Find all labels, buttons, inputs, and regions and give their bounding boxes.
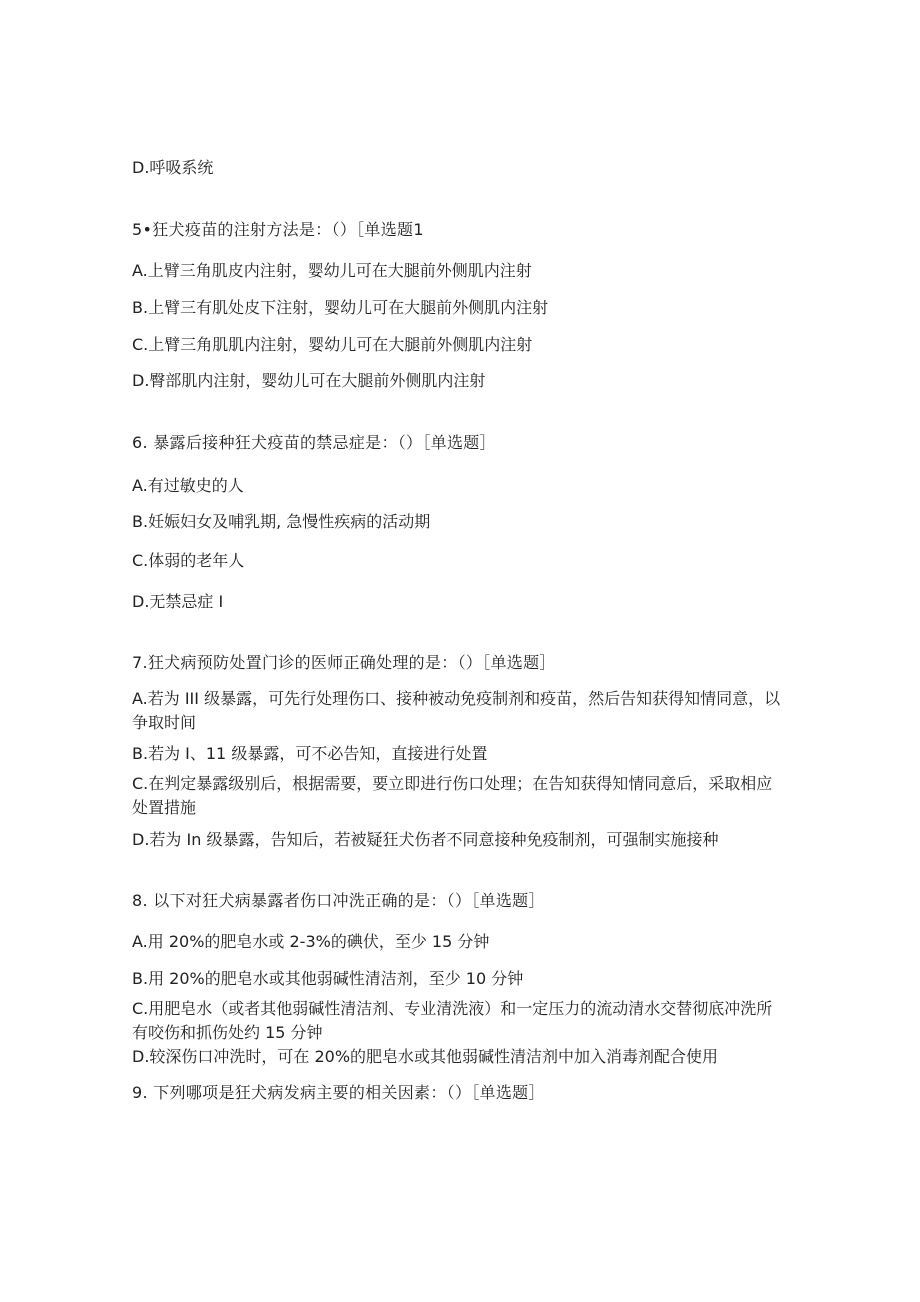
option-8c: C.用肥皂水（或者其他弱碱性清洁剂、专业清洗液）和一定压力的流动清水交替彻底冲洗所有咬伤和抓伤处约 15 分钟 — [132, 999, 773, 1042]
option-5c: C.上臂三角肌肌内注射，婴幼儿可在大腿前外侧肌内注射 — [132, 335, 533, 354]
option-6a: A.有过敏史的人 — [132, 476, 244, 495]
question-8: 8. 以下对狂犬病暴露者伤口冲洗正确的是：（）［单选题］ — [132, 891, 545, 910]
option-6c: C.体弱的老年人 — [132, 551, 245, 570]
question-6: 6. 暴露后接种狂犬疫苗的禁忌症是：（）［单选题］ — [132, 433, 496, 452]
option-6b: B.妊娠妇女及哺乳期, 急慢性疾病的活动期 — [132, 512, 431, 531]
option-7c: C.在判定暴露级别后，根据需要，要立即进行伤口处理；在告知获得知情同意后，采取相应处置措施 — [132, 774, 773, 817]
option-8b: B.用 20%的肥皂水或其他弱碱性清洁剂，至少 10 分钟 — [132, 969, 524, 988]
option-5b: B.上臂三有肌处皮下注射，婴幼儿可在大腿前外侧肌内注射 — [132, 298, 549, 317]
option-7a: A.若为 III 级暴露，可先行处理伤口、接种被动免疫制剂和疫苗，然后告知获得知情同意，以争取时间 — [132, 689, 781, 732]
option-6d: D.无禁忌症 I — [132, 592, 224, 611]
option-4d: D.呼吸系统 — [132, 158, 214, 177]
option-8d: D.较深伤口冲洗时，可在 20%的肥皂水或其他弱碱性清洁剂中加入消毒剂配合使用 — [132, 1047, 719, 1066]
option-5a: A.上臂三角肌皮内注射，婴幼儿可在大腿前外侧肌内注射 — [132, 261, 532, 280]
option-8a: A.用 20%的肥皂水或 2-3%的碘伏，至少 15 分钟 — [132, 932, 490, 951]
question-9: 9. 下列哪项是狂犬病发病主要的相关因素：（）［单选题］ — [132, 1083, 545, 1102]
option-5d: D.臀部肌内注射，婴幼儿可在大腿前外侧肌内注射 — [132, 371, 486, 390]
question-7: 7.狂犬病预防处置门诊的医师正确处理的是：（）［单选题］ — [132, 653, 556, 672]
question-5: 5•狂犬疫苗的注射方法是：（）［单选题1 — [132, 220, 424, 239]
option-7d: D.若为 In 级暴露，告知后，若被疑狂犬伤者不同意接种免疫制剂，可强制实施接种 — [132, 830, 719, 849]
option-7b: B.若为 I、11 级暴露，可不必告知，直接进行处置 — [132, 744, 488, 763]
